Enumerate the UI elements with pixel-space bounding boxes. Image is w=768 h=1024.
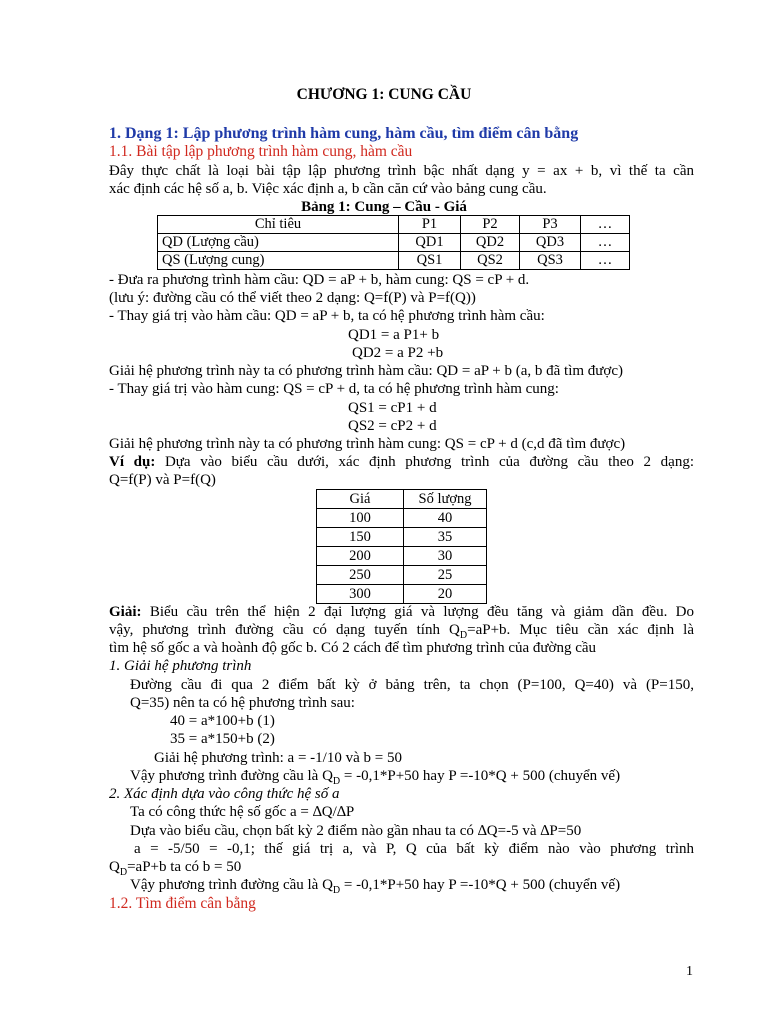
table-cell: 250 [317, 566, 404, 585]
table-cell: QS2 [461, 252, 520, 270]
table-row [158, 252, 630, 270]
solution-text: vậy, phương trình đường cầu có dạng tuyến tính Q [109, 622, 460, 638]
table-cell: QS (Lượng cung) [158, 252, 399, 270]
table-cell: 25 [404, 566, 487, 585]
method-2-line-1: Ta có công thức hệ số gốc a = ∆Q/∆P [130, 804, 355, 820]
method-1-line-2: Q=35) nên ta có hệ phương trình sau: [130, 695, 355, 711]
method-1-result [130, 767, 620, 785]
table-header-cell: Số lượng [404, 490, 487, 509]
table-header-cell: P3 [520, 216, 581, 234]
equation-qd2: QD2 = a P2 +b [352, 345, 444, 361]
equation-qs2: QS2 = cP2 + d [348, 418, 437, 434]
example-line-2: Q=f(P) và P=f(Q) [109, 472, 216, 488]
table-cell: 35 [404, 528, 487, 547]
table-header-row [158, 216, 630, 234]
body-line: Giải hệ phương trình này ta có phương trình hàm cung: QS = cP + d (c,d đã tìm được) [109, 436, 626, 452]
formula-text: =aP+b ta có b = 50 [127, 859, 242, 875]
subscript: D [332, 776, 341, 787]
table-cell: 100 [317, 509, 404, 528]
solution-line-2 [109, 621, 694, 639]
table-cell: … [581, 234, 630, 252]
table-cell: QD3 [520, 234, 581, 252]
example-line-1 [109, 453, 694, 471]
result-text: = -0,1*P+50 hay P =-10*Q + 500 (chuyển vế) [340, 768, 621, 784]
table-row [158, 234, 630, 252]
page-number: 1 [686, 964, 693, 979]
table-row [317, 566, 487, 585]
subscript: D [459, 630, 468, 639]
result-text: Vậy phương trình đường cầu là Q [130, 768, 333, 784]
method-2-line-3: a = -5/50 = -0,1; thế giá trị a, và P, Q của bất kỳ điểm nào vào phương trình [134, 841, 694, 857]
table-cell: … [581, 252, 630, 270]
price-quantity-table [316, 489, 487, 604]
example-text: Dựa vào biểu cầu dưới, xác định phương trình của đường cầu theo 2 dạng: [164, 454, 694, 470]
table-header-cell: … [581, 216, 630, 234]
table-cell: 150 [317, 528, 404, 547]
body-line: - Đưa ra phương trình hàm cầu: QD = aP + b, hàm cung: QS = cP + d. [109, 272, 530, 288]
method-1-eq-2: 35 = a*150+b (2) [170, 731, 275, 747]
solution-text: Biểu cầu trên thể hiện 2 đại lượng giá và lượng đều tăng và giảm dần đều. Do [149, 604, 694, 620]
method-2-line-2: Dựa vào biểu cầu, chọn bất kỳ 2 điểm nào gần nhau ta có ∆Q=-5 và ∆P=50 [130, 823, 582, 839]
table-header-cell: P1 [399, 216, 461, 234]
intro-line-1: Đây thực chất là loại bài tập lập phương trình bậc nhất dạng y = ax + b, vì thế ta cần [109, 163, 694, 179]
solution-line-3: tìm hệ số gốc a và hoành độ gốc b. Có 2 cách để tìm phương trình của đường cầu [109, 640, 597, 656]
method-1-line-1: Đường cầu đi qua 2 điểm bất kỳ ở bảng trên, ta chọn (P=100, Q=40) và (P=150, [130, 677, 694, 693]
table-header-row [317, 490, 487, 509]
section-heading-1-1: 1.1. Bài tập lập phương trình hàm cung, hàm cầu [109, 143, 413, 160]
table-cell: QS3 [520, 252, 581, 270]
supply-demand-table [157, 215, 630, 270]
section-heading-1: 1. Dạng 1: Lập phương trình hàm cung, hàm cầu, tìm điểm cân bằng [109, 125, 579, 142]
table-cell: QS1 [399, 252, 461, 270]
table-row [317, 547, 487, 566]
table-row [317, 528, 487, 547]
table-1-caption: Bảng 1: Cung – Cầu - Giá [301, 199, 467, 215]
solution-text: =aP+b. Mục tiêu cần xác định là [467, 622, 694, 638]
table-cell: 300 [317, 585, 404, 604]
method-1-eq-1: 40 = a*100+b (1) [170, 713, 275, 729]
body-line: - Thay giá trị vào hàm cung: QS = cP + d, ta có hệ phương trình hàm cung: [109, 381, 559, 397]
solution-line-1 [109, 603, 694, 621]
table-cell: QD1 [399, 234, 461, 252]
table-header-cell: P2 [461, 216, 520, 234]
table-cell: QD2 [461, 234, 520, 252]
chapter-title: CHƯƠNG 1: CUNG CẦU [296, 86, 472, 103]
table-header-cell: Chỉ tiêu [158, 216, 399, 234]
intro-line-2: xác định các hệ số a, b. Việc xác định a, b cần căn cứ vào bảng cung cầu. [109, 181, 547, 197]
result-text: = -0,1*P+50 hay P =-10*Q + 500 (chuyển vế) [340, 877, 621, 893]
example-label: Ví dụ: [109, 454, 156, 470]
body-line: Giải hệ phương trình này ta có phương trình hàm cầu: QD = aP + b (a, b đã tìm được) [109, 363, 624, 379]
table-row [317, 509, 487, 528]
table-cell: 200 [317, 547, 404, 566]
table-cell: 30 [404, 547, 487, 566]
method-1-solve: Giải hệ phương trình: a = -1/10 và b = 50 [154, 750, 402, 766]
method-2-line-4 [109, 858, 241, 876]
section-heading-1-2: 1.2. Tìm điểm cân bằng [109, 895, 256, 912]
table-cell: 20 [404, 585, 487, 604]
table-row [317, 585, 487, 604]
equation-qs1: QS1 = cP1 + d [348, 400, 437, 416]
body-line: - Thay giá trị vào hàm cầu: QD = aP + b, ta có hệ phương trình hàm cầu: [109, 308, 545, 324]
table-header-cell: Giá [317, 490, 404, 509]
result-text: Vậy phương trình đường cầu là Q [130, 877, 333, 893]
equation-qd1: QD1 = a P1+ b [348, 327, 440, 343]
table-cell: QD (Lượng cầu) [158, 234, 399, 252]
formula-text: Q [109, 859, 120, 875]
method-1-title: 1. Giải hệ phương trình [109, 658, 252, 674]
body-line: (lưu ý: đường cầu có thể viết theo 2 dạng: Q=f(P) và P=f(Q)) [109, 290, 476, 306]
solution-label: Giải: [109, 604, 142, 620]
subscript: D [119, 867, 128, 878]
table-cell: 40 [404, 509, 487, 528]
method-2-result [130, 876, 620, 894]
method-2-title: 2. Xác định dựa vào công thức hệ số a [109, 786, 340, 802]
subscript: D [332, 885, 341, 896]
